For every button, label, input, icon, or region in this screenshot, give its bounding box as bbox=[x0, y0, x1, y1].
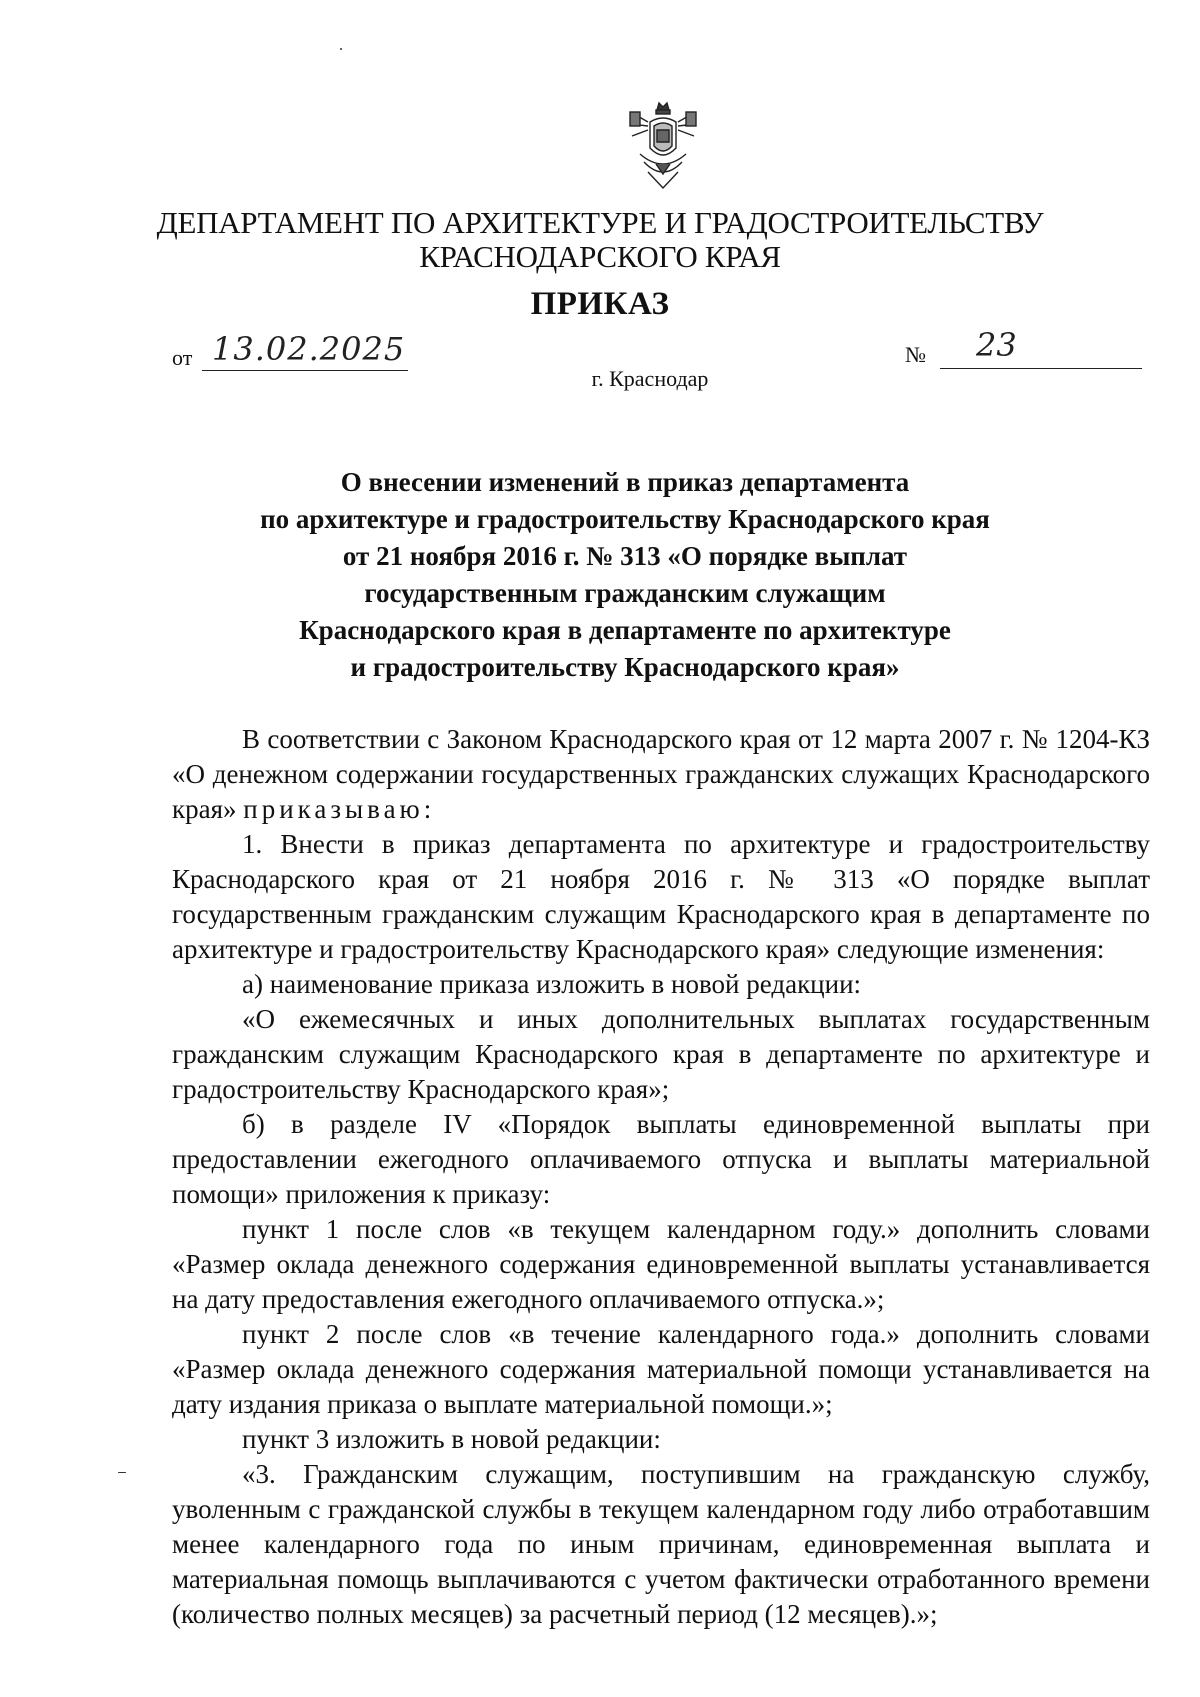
order-subject bbox=[200, 464, 1050, 686]
org-name-line-2: КРАСНОДАРСКОГО КРАЯ bbox=[419, 239, 781, 274]
document-type-title: ПРИКАЗ bbox=[530, 286, 670, 322]
subject-line: и градостроительству Краснодарского края» bbox=[350, 652, 900, 682]
subject-line: по архитектуре и градостроительству Краснодарского края bbox=[260, 504, 990, 534]
body-paragraph-point-1: пункт 1 после слов «в текущем календарном году.» дополнить словами «Размер оклада денежного содержания единовременной выплаты устанавливается на дату предоставления ежегодного оплачиваемого отпуска.»; bbox=[172, 1214, 1150, 1314]
body-paragraph-new-title: «О ежемесячных и иных дополнительных выплатах государственным гражданским служащим Краснодарского края в департаменте по архитектуре и градостроительству Краснодарского края»; bbox=[172, 1004, 1150, 1104]
body-paragraph-point-3-text: «3. Гражданским служащим, поступившим на гражданскую службу, уволенным с гражданской службы в текущем календарном году либо отработавшим менее календарного года по иным причинам, единовременная выплата и материальная помощь выплачиваются с учетом фактически отработанного времени (количество полных месяцев) за расчетный период (12 месяцев).»; bbox=[172, 1459, 1150, 1629]
date-value-handwritten: 13.02.2025 bbox=[212, 330, 406, 368]
number-value-handwritten: 23 bbox=[976, 326, 1017, 364]
body-paragraph-point-3: пункт 3 изложить в новой редакции: bbox=[242, 1424, 661, 1454]
order-verb-spaced: приказываю: bbox=[243, 794, 436, 824]
coat-of-arms-icon bbox=[626, 100, 700, 194]
subject-line: Краснодарского края в департаменте по архитектуре bbox=[299, 615, 951, 645]
number-label: № bbox=[905, 342, 926, 367]
org-name-line-1: ДЕПАРТАМЕНТ ПО АРХИТЕКТУРЕ И ГРАДОСТРОИТЕЛЬСТВУ bbox=[156, 205, 1044, 240]
subject-line: государственным гражданским служащим bbox=[364, 578, 886, 608]
preamble-text: В соответствии с Законом Краснодарского края от 12 марта 2007 г. № 1204-КЗ «О денежном содержании государственных гражданских служащих Краснодарского края» bbox=[172, 724, 1150, 824]
subject-line: от 21 ноября 2016 г. № 313 «О порядке выплат bbox=[342, 541, 908, 571]
body-paragraph-point-2: пункт 2 после слов «в течение календарного года.» дополнить словами «Размер оклада денежного содержания материальной помощи устанавливается на дату издания приказа о выплате материальной помощи.»; bbox=[172, 1319, 1150, 1419]
date-label: от bbox=[172, 345, 193, 370]
body-paragraph-preamble bbox=[172, 722, 1150, 827]
scan-speck bbox=[340, 48, 342, 50]
body-paragraph-item-1: 1. Внести в приказ департамента по архитектуре и градостроительству Краснодарского края от 21 ноября 2016 г. № 313 «О порядке выплат государственным гражданским служащим Краснодарского края в департаменте по архитектуре и градостроительству Краснодарского края» следующие изменения: bbox=[172, 829, 1150, 964]
city-name: г. Краснодар bbox=[591, 366, 709, 391]
body-paragraph-item-a: а) наименование приказа изложить в новой редакции: bbox=[242, 969, 862, 999]
subject-line: О внесении изменений в приказ департамента bbox=[340, 467, 910, 497]
order-body bbox=[172, 722, 1150, 1632]
body-paragraph-item-b: б) в разделе IV «Порядок выплаты единовременной выплаты при предоставлении ежегодного оплачиваемого отпуска и выплаты материальной помощи» приложения к приказу: bbox=[172, 1109, 1150, 1209]
scan-speck bbox=[118, 1472, 126, 1473]
